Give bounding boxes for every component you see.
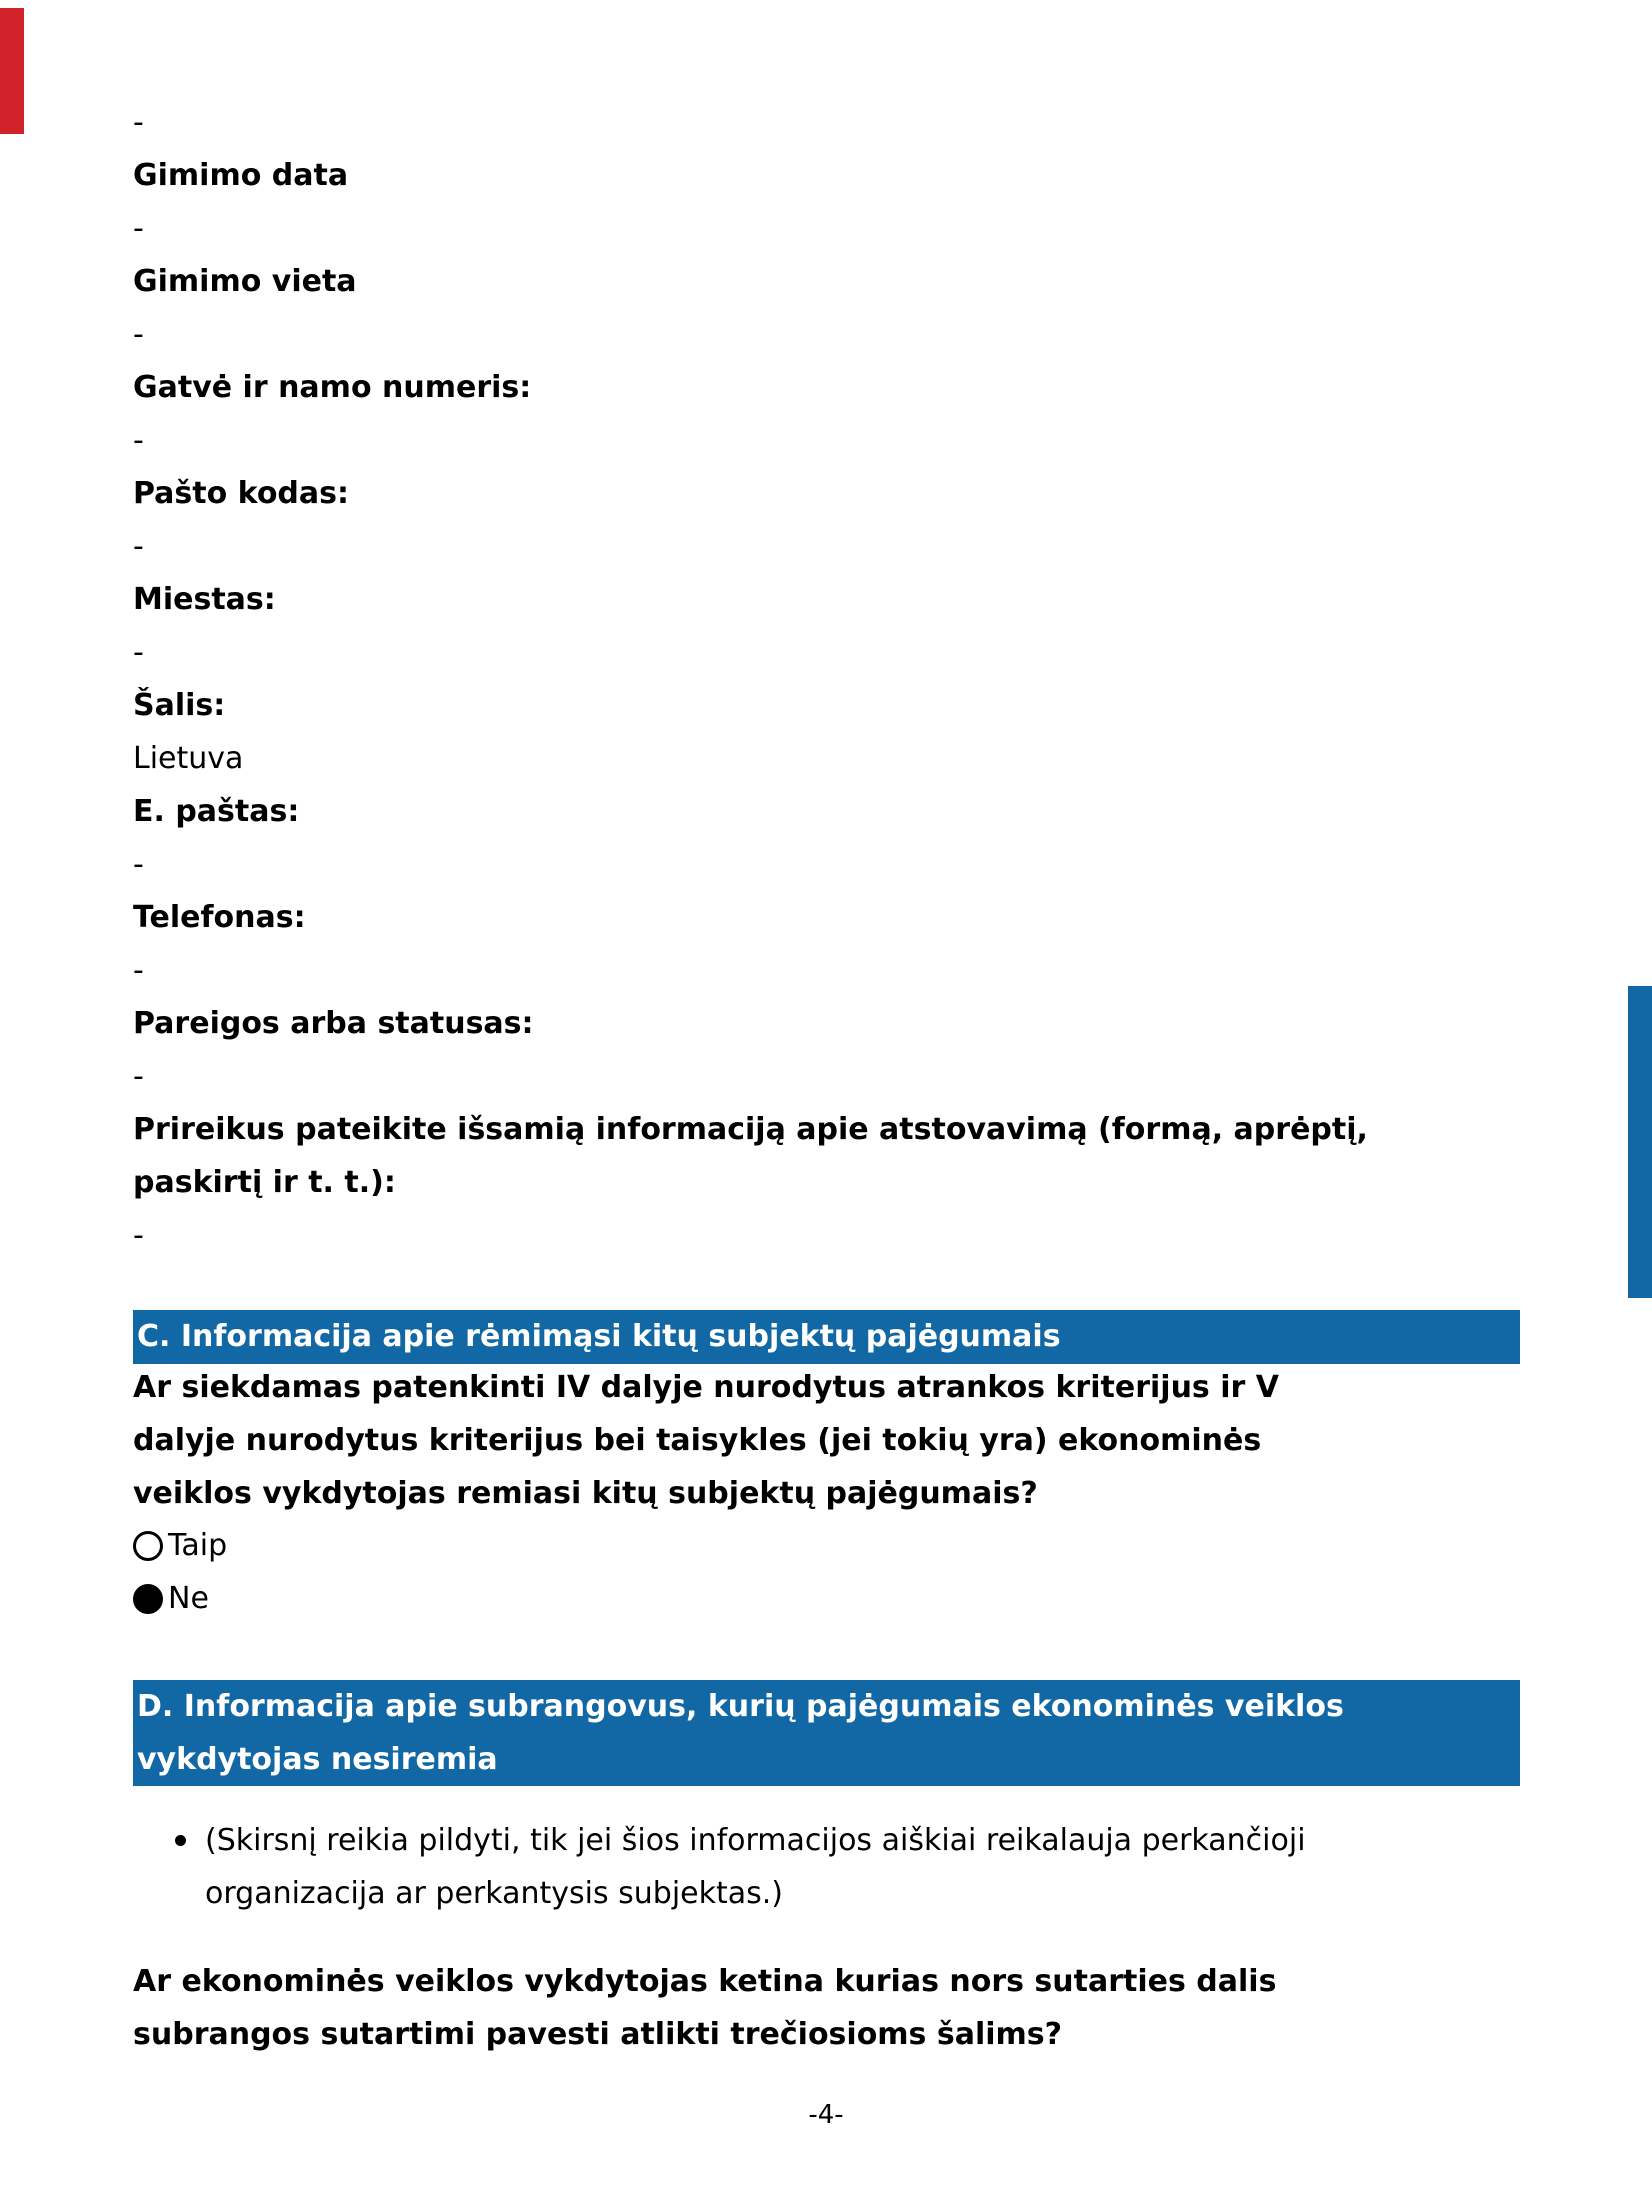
- field-value-salis: Lietuva: [133, 741, 244, 776]
- field-value-pareigos: -: [133, 1059, 144, 1094]
- note-text-line2: organizacija ar perkantysis subjektas.): [205, 1876, 783, 1911]
- radio-unselected-icon[interactable]: [133, 1531, 163, 1561]
- field-label-gimimo-vieta: Gimimo vieta: [133, 264, 357, 299]
- note-text-line1: (Skirsnį reikia pildyti, tik jei šios informacijos aiškiai reikalauja perkančioji: [205, 1823, 1306, 1858]
- radio-option-ne[interactable]: [133, 1572, 227, 1625]
- note-line1: [133, 1814, 1306, 1867]
- note-line2: [133, 1867, 1306, 1920]
- field-value-miestas: -: [133, 635, 144, 670]
- field-value-pasto-kodas: -: [133, 529, 144, 564]
- field-label-pareigos: Pareigos arba statusas:: [133, 1006, 534, 1041]
- field-value-gatve-ir-namo-numeris: -: [133, 423, 144, 458]
- field-value: -: [133, 105, 144, 140]
- question-line: dalyje nurodytus kriterijus bei taisykles (jei tokių yra) ekonominės: [133, 1423, 1262, 1458]
- field-label-telefonas: Telefonas:: [133, 900, 306, 935]
- section-d-header-line1: D. Informacija apie subrangovus, kurių pajėgumais ekonominės veiklos: [137, 1689, 1344, 1724]
- question-line: subrangos sutartimi pavesti atlikti trečiosioms šalims?: [133, 2017, 1063, 2052]
- section-c-question: [133, 1361, 1279, 1520]
- field-label-e-pastas: E. paštas:: [133, 794, 300, 829]
- bullet-icon: [175, 1835, 186, 1846]
- section-d-question: [133, 1955, 1276, 2061]
- field-value-telefonas: -: [133, 953, 144, 988]
- section-d-note: [133, 1814, 1306, 1920]
- section-d-header-line2: vykdytojas nesiremia: [137, 1742, 498, 1777]
- question-line: veiklos vykdytojas remiasi kitų subjektų pajėgumais?: [133, 1476, 1038, 1511]
- field-label-gimimo-data: Gimimo data: [133, 158, 349, 193]
- red-edge-mark: [0, 8, 24, 134]
- blue-edge-mark: [1628, 986, 1652, 1298]
- field-label-salis: Šalis:: [133, 688, 226, 723]
- field-value-gimimo-data: -: [133, 211, 144, 246]
- question-line: Ar ekonominės veiklos vykdytojas ketina kurias nors sutarties dalis: [133, 1964, 1277, 1999]
- section-c-options: [133, 1519, 227, 1625]
- field-value-atstovavimas: -: [133, 1218, 144, 1253]
- section-c-header: C. Informacija apie rėmimąsi kitų subjektų pajėgumais: [133, 1310, 1520, 1364]
- radio-option-label: Ne: [168, 1581, 209, 1616]
- field-label-miestas: Miestas:: [133, 582, 276, 617]
- radio-option-label: Taip: [168, 1528, 228, 1563]
- radio-selected-icon[interactable]: [133, 1584, 163, 1614]
- field-label-pasto-kodas: Pašto kodas:: [133, 476, 350, 511]
- field-label-atstovavimas-line2: paskirtį ir t. t.):: [133, 1165, 396, 1200]
- radio-option-taip[interactable]: [133, 1519, 227, 1572]
- page-number: -4-: [808, 2100, 844, 2130]
- contact-fields: [133, 96, 1368, 1262]
- field-value-gimimo-vieta: -: [133, 317, 144, 352]
- question-line: Ar siekdamas patenkinti IV dalyje nurodytus atrankos kriterijus ir V: [133, 1370, 1279, 1405]
- field-label-atstovavimas-line1: Prireikus pateikite išsamią informaciją apie atstovavimą (formą, aprėptį,: [133, 1112, 1368, 1147]
- field-value-e-pastas: -: [133, 847, 144, 882]
- section-d-header: [133, 1680, 1520, 1786]
- field-label-gatve-ir-namo-numeris: Gatvė ir namo numeris:: [133, 370, 532, 405]
